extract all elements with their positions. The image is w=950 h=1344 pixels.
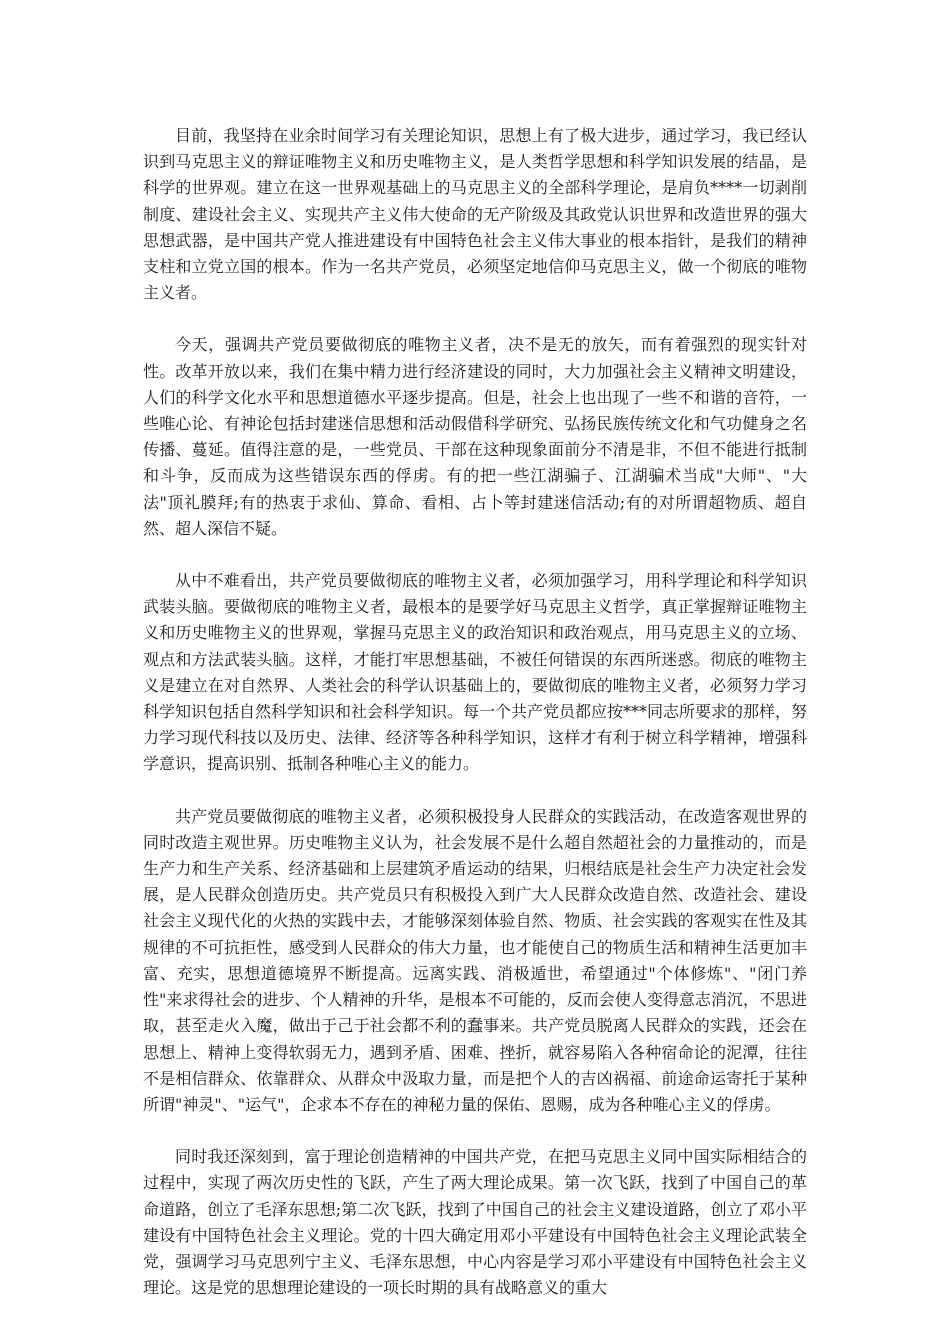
document-body [143,123,807,1327]
paragraph-5: 同时我还深刻到，富于理论创造精神的中国共产党，在把马克思主义同中国实际相结合的过程中，实现了两次历史性的飞跃，产生了两大理论成果。第一次飞跃，找到了中国自己的革命道路，创立了毛泽东思想;第二次飞跃，找到了中国自己的社会主义建设道路，创立了邓小平建设有中国特色社会主义理论。党的十四大确定用邓小平建设有中国特色社会主义理论武装全党，强调学习马克思列宁主义、毛泽东思想，中心内容是学习邓小平建设有中国特色社会主义理论。这是党的思想理论建设的一项长时期的具有战略意义的重大 [143,1147,807,1298]
paragraph-2: 今天，强调共产党员要做彻底的唯物主义者，决不是无的放矢，而有着强烈的现实针对性。改革开放以来，我们在集中精力进行经济建设的同时，大力加强社会主义精神文明建设，人们的科学文化水平和思想道德水平逐步提高。但是，社会上也出现了一些不和谐的音符，一些唯心论、有神论包括封建迷信思想和活动假借科学研究、弘扬民族传统文化和气功健身之名传播、蔓延。值得注意的是，一些党员、干部在这种现象面前分不清是非，不但不能进行抵制和斗争，反而成为这些错误东西的俘虏。有的把一些江湖骗子、江湖骗术当成"大师"、"大法"顶礼膜拜;有的热衷于求仙、算命、看相、占卜等封建迷信活动;有的对所谓超物质、超自然、超人深信不疑。 [143,335,807,538]
paragraph-3: 从中不难看出，共产党员要做彻底的唯物主义者，必须加强学习，用科学理论和科学知识武装头脑。要做彻底的唯物主义者，最根本的是要学好马克思主义哲学，真正掌握辩证唯物主义和历史唯物主义的世界观，掌握马克思主义的政治知识和政治观点，用马克思主义的立场、观点和方法武装头脑。这样，才能打牢思想基础，不被任何错误的东西所迷惑。彻底的唯物主义是建立在对自然界、人类社会的科学认识基础上的，要做彻底的唯物主义者，必须努力学习科学知识包括自然科学知识和社会科学知识。每一个共产党员都应按***同志所要求的那样，努力学习现代科技以及历史、法律、经济等各种科学知识，这样才有利于树立科学精神，增强科学意识，提高识别、抵制各种唯心主义的能力。 [143,571,808,774]
paragraph-1: 目前，我坚持在业余时间学习有关理论知识，思想上有了极大进步，通过学习，我已经认识到马克思主义的辩证唯物主义和历史唯物主义，是人类哲学思想和科学知识发展的结晶，是科学的世界观。建立在这一世界观基础上的马克思主义的全部科学理论，是肩负****一切剥削制度、建设社会主义、实现共产主义伟大使命的无产阶级及其政党认识世界和改造世界的强大思想武器，是中国共产党人推进建设有中国特色社会主义伟大事业的根本指针，是我们的精神支柱和立党立国的根本。作为一名共产党员，必须坚定地信仰马克思主义，做一个彻底的唯物主义者。 [143,126,807,303]
paragraph-4: 共产党员要做彻底的唯物主义者，必须积极投身人民群众的实践活动，在改造客观世界的同时改造主观世界。历史唯物主义认为，社会发展不是什么超自然超社会的力量推动的，而是生产力和生产关系、经济基础和上层建筑矛盾运动的结果，归根结底是社会生产力决定社会发展，是人民群众创造历史。共产党员只有积极投入到广大人民群众改造自然、改造社会、建设社会主义现代化的火热的实践中去，才能够深刻体验自然、物质、社会实践的客观实在性及其规律的不可抗拒性，感受到人民群众的伟大力量，也才能使自己的物质生活和精神生活更加丰富、充实，思想道德境界不断提高。远离实践、消极遁世，希望通过"个体修炼"、"闭门养性"来求得社会的进步、个人精神的升华，是根本不可能的，反而会使人变得意志消沉，不思进取，甚至走火入魔，做出于己于社会都不利的蠢事来。共产党员脱离人民群众的实践，还会在思想上、精神上变得软弱无力，遇到矛盾、困难、挫折，就容易陷入各种宿命论的泥潭，往往不是相信群众、依靠群众、从群众中汲取力量，而是把个人的吉凶祸福、前途命运寄托于某种所谓"神灵"、"运气"，企求本不存在的神秘力量的保佑、恩赐，成为各种唯心主义的俘虏。 [143,806,807,1114]
